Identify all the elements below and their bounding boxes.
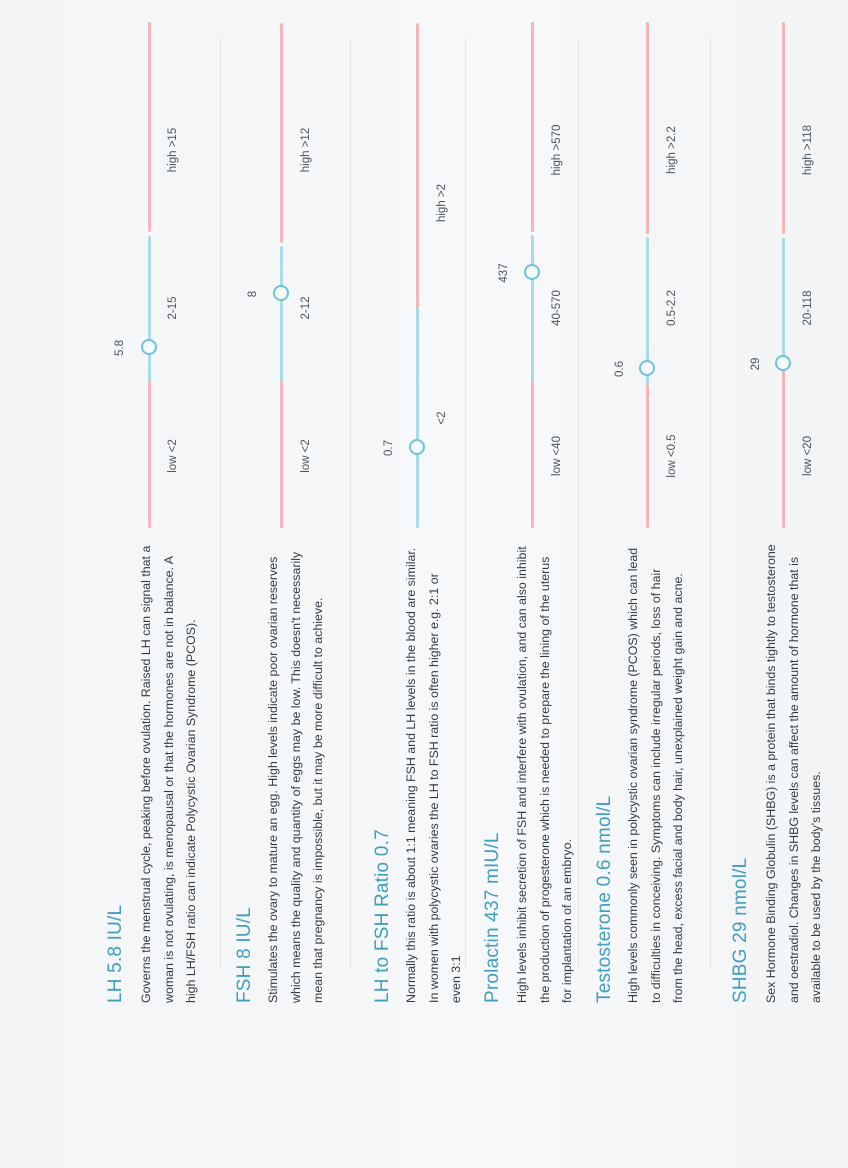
marker-title: LH to FSH Ratio 0.7: [372, 829, 393, 1003]
range-label-low: low <40: [551, 436, 563, 476]
range-label-normal: 2-12: [300, 296, 312, 320]
value-marker: [775, 355, 791, 371]
marker-title: Testosterone 0.6 nmol/L: [594, 795, 615, 1003]
range-bar-high: [782, 22, 785, 234]
marker-title: Prolactin 437 mIU/L: [482, 832, 503, 1003]
range-bar-normal: [782, 238, 785, 368]
range-label-high: high >15: [167, 127, 179, 173]
divider: [350, 38, 351, 968]
range-bar-low: [782, 370, 785, 528]
value-label: 5.8: [114, 340, 126, 356]
range-label-low: low <20: [802, 436, 814, 476]
range-label-low: low <0.5: [666, 434, 678, 478]
range-label-high: high >12: [300, 127, 312, 173]
range-label-high: high >2: [436, 183, 448, 223]
range-bar-normal: [280, 246, 283, 382]
marker-title: FSH 8 IU/L: [234, 907, 255, 1003]
marker-description: Stimulates the ovary to mature an egg. High levels indicate poor ovarian reserves which means the quality and quantity of eggs may be low. This doesn't necessarily mean that pregnancy is impossible, but it may be more difficult to achieve.: [266, 551, 325, 1003]
value-label: 0.7: [383, 440, 395, 456]
value-label: 0.6: [614, 361, 626, 377]
divider: [220, 38, 221, 968]
range-bar-high: [646, 22, 649, 234]
divider: [465, 38, 466, 968]
value-marker: [409, 439, 425, 455]
value-label: 8: [247, 290, 259, 298]
marker-description: Sex Hormone Binding Globulin (SHBG) is a protein that binds tightly to testosterone and oestradiol. Changes in SHBG levels can affect the amount of hormone that is available to be used by the body's tissues.: [764, 544, 823, 1003]
value-label: 437: [498, 263, 510, 283]
range-label-high: high >118: [802, 125, 814, 175]
range-label-normal: <2: [436, 411, 448, 425]
range-label-high: high >570: [551, 124, 563, 176]
range-bar-normal: [531, 235, 534, 381]
value-marker: [141, 339, 157, 355]
marker-description: High levels inhibit secretion of FSH and interfere with ovulation, and can also inhibit the production of progesterone which is needed to prepare the lining of the uterus for implantation of an embryo.: [515, 546, 574, 1003]
range-label-normal: 2-15: [167, 296, 179, 320]
value-marker: [273, 285, 289, 301]
value-label: 29: [750, 357, 762, 371]
marker-description: Normally this ratio is about 1:1 meaning FSH and LH levels in the blood are similar. In women with polycystic ovaries the LH to FSH ratio is often higher e.g. 2:1 or even 3:1: [404, 547, 463, 1003]
marker-description: High levels commonly seen in polycystic ovarian syndrome (PCOS) which can lead to difficulties in conceiving. Symptoms can include irregular periods, loss of hair from the head, excess facial and body hair, unexplained weight gain and acne.: [626, 547, 685, 1003]
marker-description: Governs the menstrual cycle, peaking before ovulation. Raised LH can signal that a woman is not ovulating, is menopausal or that the hormones are not in balance. A high LH/FSH ratio can indicate Polycystic Ovarian Syndrome (PCOS).: [139, 545, 198, 1003]
range-bar-high: [280, 23, 283, 243]
range-label-normal: 20-118: [802, 290, 814, 326]
range-label-low: low <2: [300, 439, 312, 473]
divider: [578, 38, 579, 968]
range-label-normal: 40-570: [551, 290, 563, 326]
divider: [710, 38, 711, 968]
range-bar-normal: [148, 236, 151, 382]
value-marker: [639, 360, 655, 376]
value-marker: [524, 264, 540, 280]
range-bar-high: [148, 22, 151, 232]
range-label-low: low <2: [167, 439, 179, 473]
range-bar-high: [531, 22, 534, 232]
marker-title: SHBG 29 nmol/L: [730, 857, 751, 1003]
range-bar-high: [416, 23, 419, 308]
marker-title: LH 5.8 IU/L: [105, 904, 126, 1003]
range-label-high: high >2.2: [666, 126, 678, 174]
range-label-normal: 0.5-2.2: [666, 290, 678, 326]
